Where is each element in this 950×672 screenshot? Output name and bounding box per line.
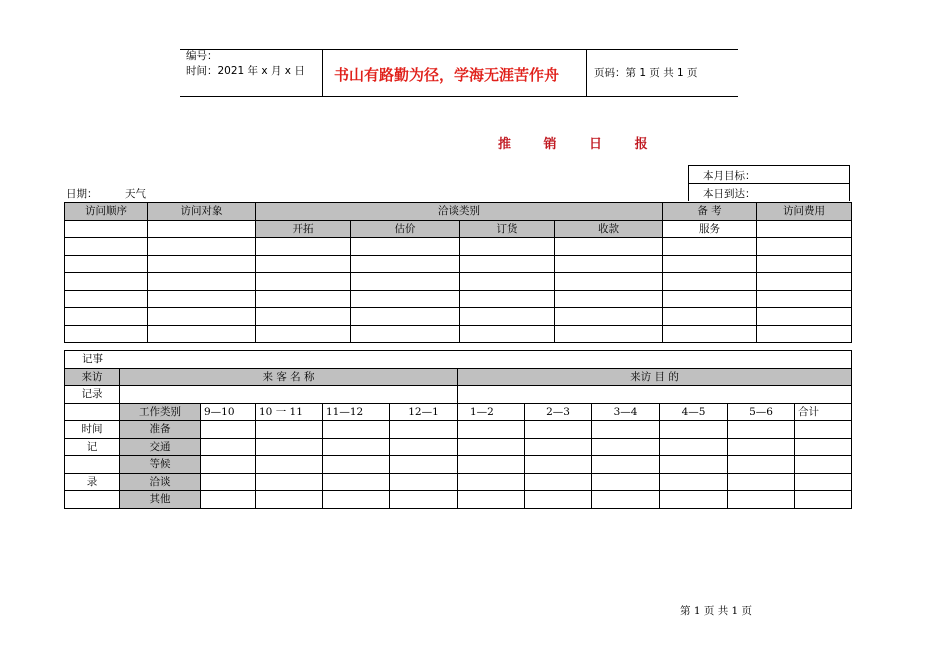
table-cell[interactable] (728, 491, 795, 509)
table-cell[interactable] (148, 290, 256, 308)
date-label: 日期： (66, 188, 98, 200)
table-cell[interactable] (592, 456, 660, 474)
category-transport: 交通 (120, 438, 201, 456)
header-divider-left (322, 49, 323, 96)
table-cell[interactable] (65, 238, 148, 256)
table-cell[interactable] (728, 473, 795, 491)
table-cell[interactable] (458, 491, 525, 509)
table-cell[interactable] (592, 491, 660, 509)
table-cell[interactable] (795, 421, 852, 439)
category-other: 其他 (120, 491, 201, 509)
table-cell[interactable] (323, 421, 390, 439)
table-cell[interactable] (148, 220, 256, 238)
header-bottom-border (180, 96, 738, 97)
table-cell[interactable] (65, 290, 148, 308)
table-cell[interactable] (256, 273, 351, 291)
table-row (65, 308, 852, 326)
table-cell[interactable] (663, 255, 757, 273)
category-order-header: 订货 (460, 220, 555, 238)
table-cell[interactable] (351, 290, 460, 308)
table-cell[interactable] (663, 290, 757, 308)
table-row (65, 238, 852, 256)
table-row (65, 273, 852, 291)
table-cell[interactable] (555, 308, 663, 326)
table-row (65, 421, 852, 439)
table-cell[interactable] (660, 456, 728, 474)
table-cell[interactable] (795, 456, 852, 474)
header-motto: 书山有路勤为径，学海无涯苦作舟 (334, 66, 560, 84)
table-cell[interactable] (65, 220, 148, 238)
table-cell[interactable] (592, 438, 660, 456)
table-cell[interactable] (351, 273, 460, 291)
table-cell[interactable] (201, 438, 256, 456)
table-cell[interactable] (525, 491, 592, 509)
record-label: 记录 (65, 386, 120, 404)
table-cell[interactable] (757, 325, 852, 343)
table-cell[interactable] (65, 325, 148, 343)
table-cell[interactable] (460, 290, 555, 308)
table-cell[interactable] (757, 308, 852, 326)
record-side-label: 记 (65, 438, 120, 456)
table-cell[interactable] (256, 308, 351, 326)
notes-row (65, 351, 852, 369)
table-cell[interactable] (663, 273, 757, 291)
report-title: 推 销 日 报 (498, 137, 662, 152)
guest-header-row (65, 368, 852, 386)
table-cell[interactable] (757, 273, 852, 291)
visit-cost-header: 访问费用 (757, 203, 852, 221)
table-cell[interactable] (201, 473, 256, 491)
table-cell[interactable] (795, 438, 852, 456)
visit-subheader-row (65, 220, 852, 238)
remarks-header: 备 考 (663, 203, 757, 221)
work-type-label: 工作类别 (120, 403, 201, 421)
guest-row (65, 386, 852, 404)
table-cell[interactable] (795, 491, 852, 509)
table-cell[interactable] (323, 438, 390, 456)
table-cell[interactable] (323, 456, 390, 474)
table-cell[interactable] (660, 438, 728, 456)
visit-order-header: 访问顺序 (65, 203, 148, 221)
table-cell[interactable] (460, 273, 555, 291)
table-cell[interactable] (555, 290, 663, 308)
doc-time-label: 时间：2021 年 x 月 x 日 (186, 65, 305, 77)
guest-name-cell[interactable] (120, 386, 458, 404)
table-row (65, 456, 852, 474)
time-slot-5-6: 5—6 (728, 403, 795, 421)
targets-divider (688, 183, 850, 184)
doc-code-label: 编号： (186, 50, 218, 62)
table-cell[interactable] (256, 255, 351, 273)
table-cell[interactable] (663, 325, 757, 343)
weather-label: 天气 (125, 188, 146, 200)
table-cell[interactable] (555, 325, 663, 343)
table-cell[interactable] (148, 308, 256, 326)
table-cell[interactable] (351, 325, 460, 343)
table-cell[interactable] (728, 421, 795, 439)
time-slot-total: 合计 (795, 403, 852, 421)
category-prepare: 准备 (120, 421, 201, 439)
table-cell[interactable] (757, 290, 852, 308)
table-cell[interactable] (148, 325, 256, 343)
table-cell (65, 403, 120, 421)
visit-purpose-header: 来访 目 的 (458, 368, 852, 386)
table-cell[interactable] (351, 255, 460, 273)
header-divider-right (586, 49, 587, 96)
time-slot-12-1: 12—1 (390, 403, 458, 421)
category-collect-header: 收款 (555, 220, 663, 238)
table-cell[interactable] (458, 473, 525, 491)
table-cell[interactable] (351, 308, 460, 326)
time-slot-10-11: 10 一 11 (256, 403, 323, 421)
table-cell[interactable] (256, 473, 323, 491)
table-cell (65, 456, 120, 474)
table-cell[interactable] (728, 456, 795, 474)
visit-label: 来访 (65, 368, 120, 386)
notes-label-text: 记事 (82, 353, 103, 366)
table-cell[interactable] (323, 473, 390, 491)
table-cell[interactable] (460, 308, 555, 326)
table-cell[interactable] (592, 473, 660, 491)
table-cell[interactable] (390, 456, 458, 474)
time-slot-1-2: 1—2 (458, 403, 525, 421)
time-slot-11-12: 11—12 (323, 403, 390, 421)
time-slot-2-3: 2—3 (525, 403, 592, 421)
category-quote-header: 估价 (351, 220, 460, 238)
table-cell[interactable] (525, 438, 592, 456)
table-cell[interactable] (256, 238, 351, 256)
table-cell[interactable] (390, 473, 458, 491)
table-cell[interactable] (757, 238, 852, 256)
table-cell[interactable] (460, 238, 555, 256)
table-cell[interactable] (663, 238, 757, 256)
table-cell[interactable] (555, 255, 663, 273)
table-cell[interactable] (201, 421, 256, 439)
visit-purpose-cell[interactable] (458, 386, 852, 404)
header-page-label: 页码：第 1 页 共 1 页 (594, 67, 698, 79)
table-row (65, 438, 852, 456)
month-target-label: 本月目标： (703, 170, 756, 182)
table-cell[interactable] (148, 255, 256, 273)
table-cell[interactable] (592, 421, 660, 439)
category-negotiate: 洽谈 (120, 473, 201, 491)
visit-table (64, 202, 852, 343)
guest-name-header: 来 客 名 称 (120, 368, 458, 386)
table-cell[interactable] (256, 421, 323, 439)
time-slot-3-4: 3—4 (592, 403, 660, 421)
table-cell[interactable] (525, 421, 592, 439)
table-cell[interactable] (660, 421, 728, 439)
table-cell[interactable] (201, 456, 256, 474)
table-cell[interactable] (728, 438, 795, 456)
table-cell[interactable] (460, 325, 555, 343)
category-service-header: 服务 (663, 220, 757, 238)
time-label: 时间 (65, 421, 120, 439)
notes-label[interactable] (65, 351, 852, 369)
table-cell[interactable] (148, 273, 256, 291)
table-cell[interactable] (256, 456, 323, 474)
table-row (65, 491, 852, 509)
table-cell[interactable] (65, 308, 148, 326)
table-cell[interactable] (458, 421, 525, 439)
category-explore-header: 开拓 (256, 220, 351, 238)
today-reached-label: 本日到达： (703, 188, 756, 200)
log-table (64, 350, 852, 509)
time-slot-row (65, 403, 852, 421)
table-row (65, 473, 852, 491)
table-cell[interactable] (390, 438, 458, 456)
table-cell[interactable] (323, 491, 390, 509)
table-cell[interactable] (256, 491, 323, 509)
table-cell[interactable] (460, 255, 555, 273)
table-cell[interactable] (757, 255, 852, 273)
table-cell[interactable] (390, 491, 458, 509)
table-cell[interactable] (555, 238, 663, 256)
table-cell[interactable] (660, 473, 728, 491)
table-cell[interactable] (256, 325, 351, 343)
table-cell (65, 491, 120, 509)
category-waiting: 等候 (120, 456, 201, 474)
table-cell[interactable] (795, 473, 852, 491)
table-row (65, 290, 852, 308)
table-cell[interactable] (65, 273, 148, 291)
table-cell[interactable] (525, 473, 592, 491)
table-cell[interactable] (757, 220, 852, 238)
table-cell[interactable] (256, 438, 323, 456)
table-cell[interactable] (65, 255, 148, 273)
table-row (65, 325, 852, 343)
table-cell[interactable] (525, 456, 592, 474)
table-cell[interactable] (201, 491, 256, 509)
time-slot-9-10: 9—10 (201, 403, 256, 421)
table-cell[interactable] (148, 238, 256, 256)
time-slot-4-5: 4—5 (660, 403, 728, 421)
table-cell[interactable] (458, 456, 525, 474)
table-cell[interactable] (390, 421, 458, 439)
header-top-border (180, 49, 738, 50)
table-cell[interactable] (351, 238, 460, 256)
footer-page-number: 第 1 页 共 1 页 (680, 605, 753, 617)
table-row (65, 255, 852, 273)
table-cell[interactable] (458, 438, 525, 456)
table-cell[interactable] (660, 491, 728, 509)
visit-target-header: 访问对象 (148, 203, 256, 221)
table-cell[interactable] (256, 290, 351, 308)
table-cell[interactable] (555, 273, 663, 291)
record-side-label-2: 录 (65, 473, 120, 491)
table-cell[interactable] (663, 308, 757, 326)
category-header: 洽谈类别 (256, 203, 663, 221)
visit-header-row (65, 203, 852, 221)
